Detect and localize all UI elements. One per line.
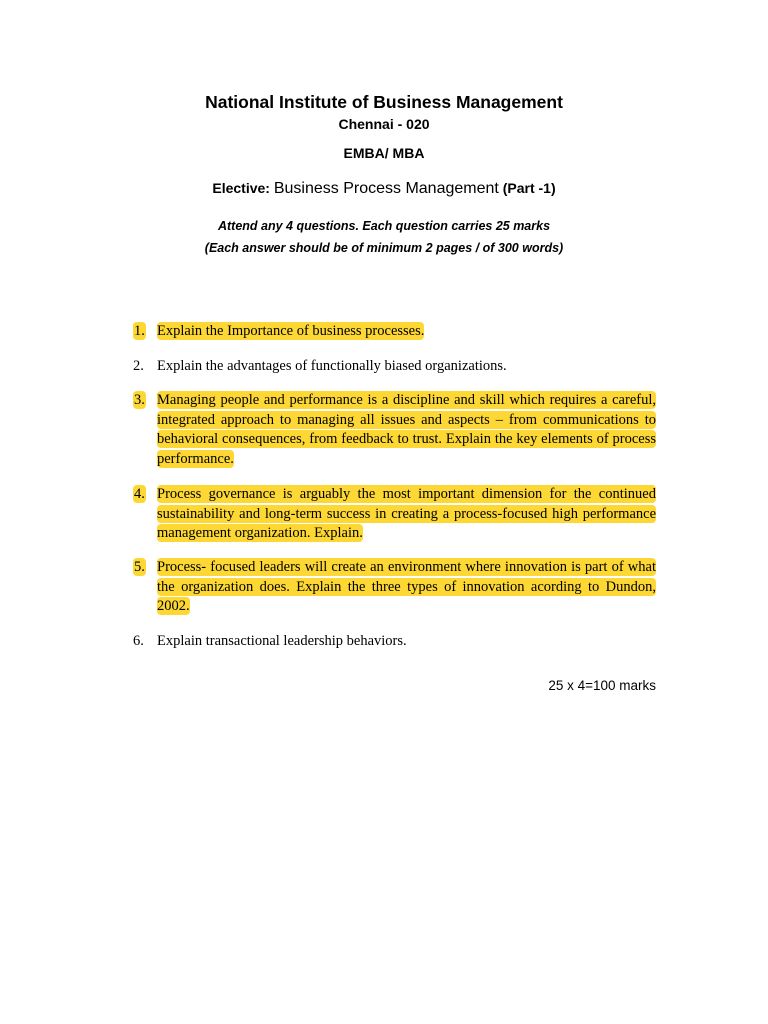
question-number: 6. — [133, 633, 144, 649]
question-5 — [133, 558, 656, 617]
question-text: Explain the Importance of business processes. — [157, 323, 425, 339]
question-number: 1. — [134, 323, 145, 339]
question-6 — [133, 632, 656, 652]
part-label: (Part -1) — [502, 180, 556, 196]
question-number: 3. — [134, 392, 145, 408]
question-text: Managing people and performance is a discipline and skill which requires a careful, integrated approach to managing all issues and aspects – from communications to behavioral consequences, from feedback to trust. Explain the key elements of process performance. — [157, 392, 656, 467]
subject-name: Business Process Management — [273, 180, 499, 197]
question-number: 2. — [133, 358, 144, 374]
instruction-line-2: (Each answer should be of minimum 2 pages / of 300 words) — [204, 241, 564, 255]
question-4 — [133, 485, 656, 544]
elective-label: Elective: — [212, 180, 270, 196]
question-text: Explain transactional leadership behaviors. — [157, 633, 407, 649]
institute-title: National Institute of Business Management — [205, 92, 563, 112]
question-1 — [133, 322, 656, 342]
question-number: 5. — [134, 559, 145, 575]
institute-city: Chennai - 020 — [338, 116, 430, 132]
total-marks: 25 x 4=100 marks — [548, 678, 656, 693]
elective-line — [0, 180, 768, 198]
program-name: EMBA/ MBA — [343, 145, 425, 161]
question-text: Process governance is arguably the most important dimension for the continued sustainability and long-term success in creating a process-focused high performance management organization. Explain. — [157, 486, 656, 541]
question-3 — [133, 391, 656, 469]
question-2 — [133, 357, 656, 377]
question-text: Process- focused leaders will create an environment where innovation is part of what the organization does. Explain the three types of innovation acording to Dundon, 2002. — [157, 559, 656, 614]
instruction-line-1: Attend any 4 questions. Each question carries 25 marks — [217, 219, 551, 233]
question-text: Explain the advantages of functionally biased organizations. — [157, 358, 507, 374]
question-number: 4. — [134, 486, 145, 502]
